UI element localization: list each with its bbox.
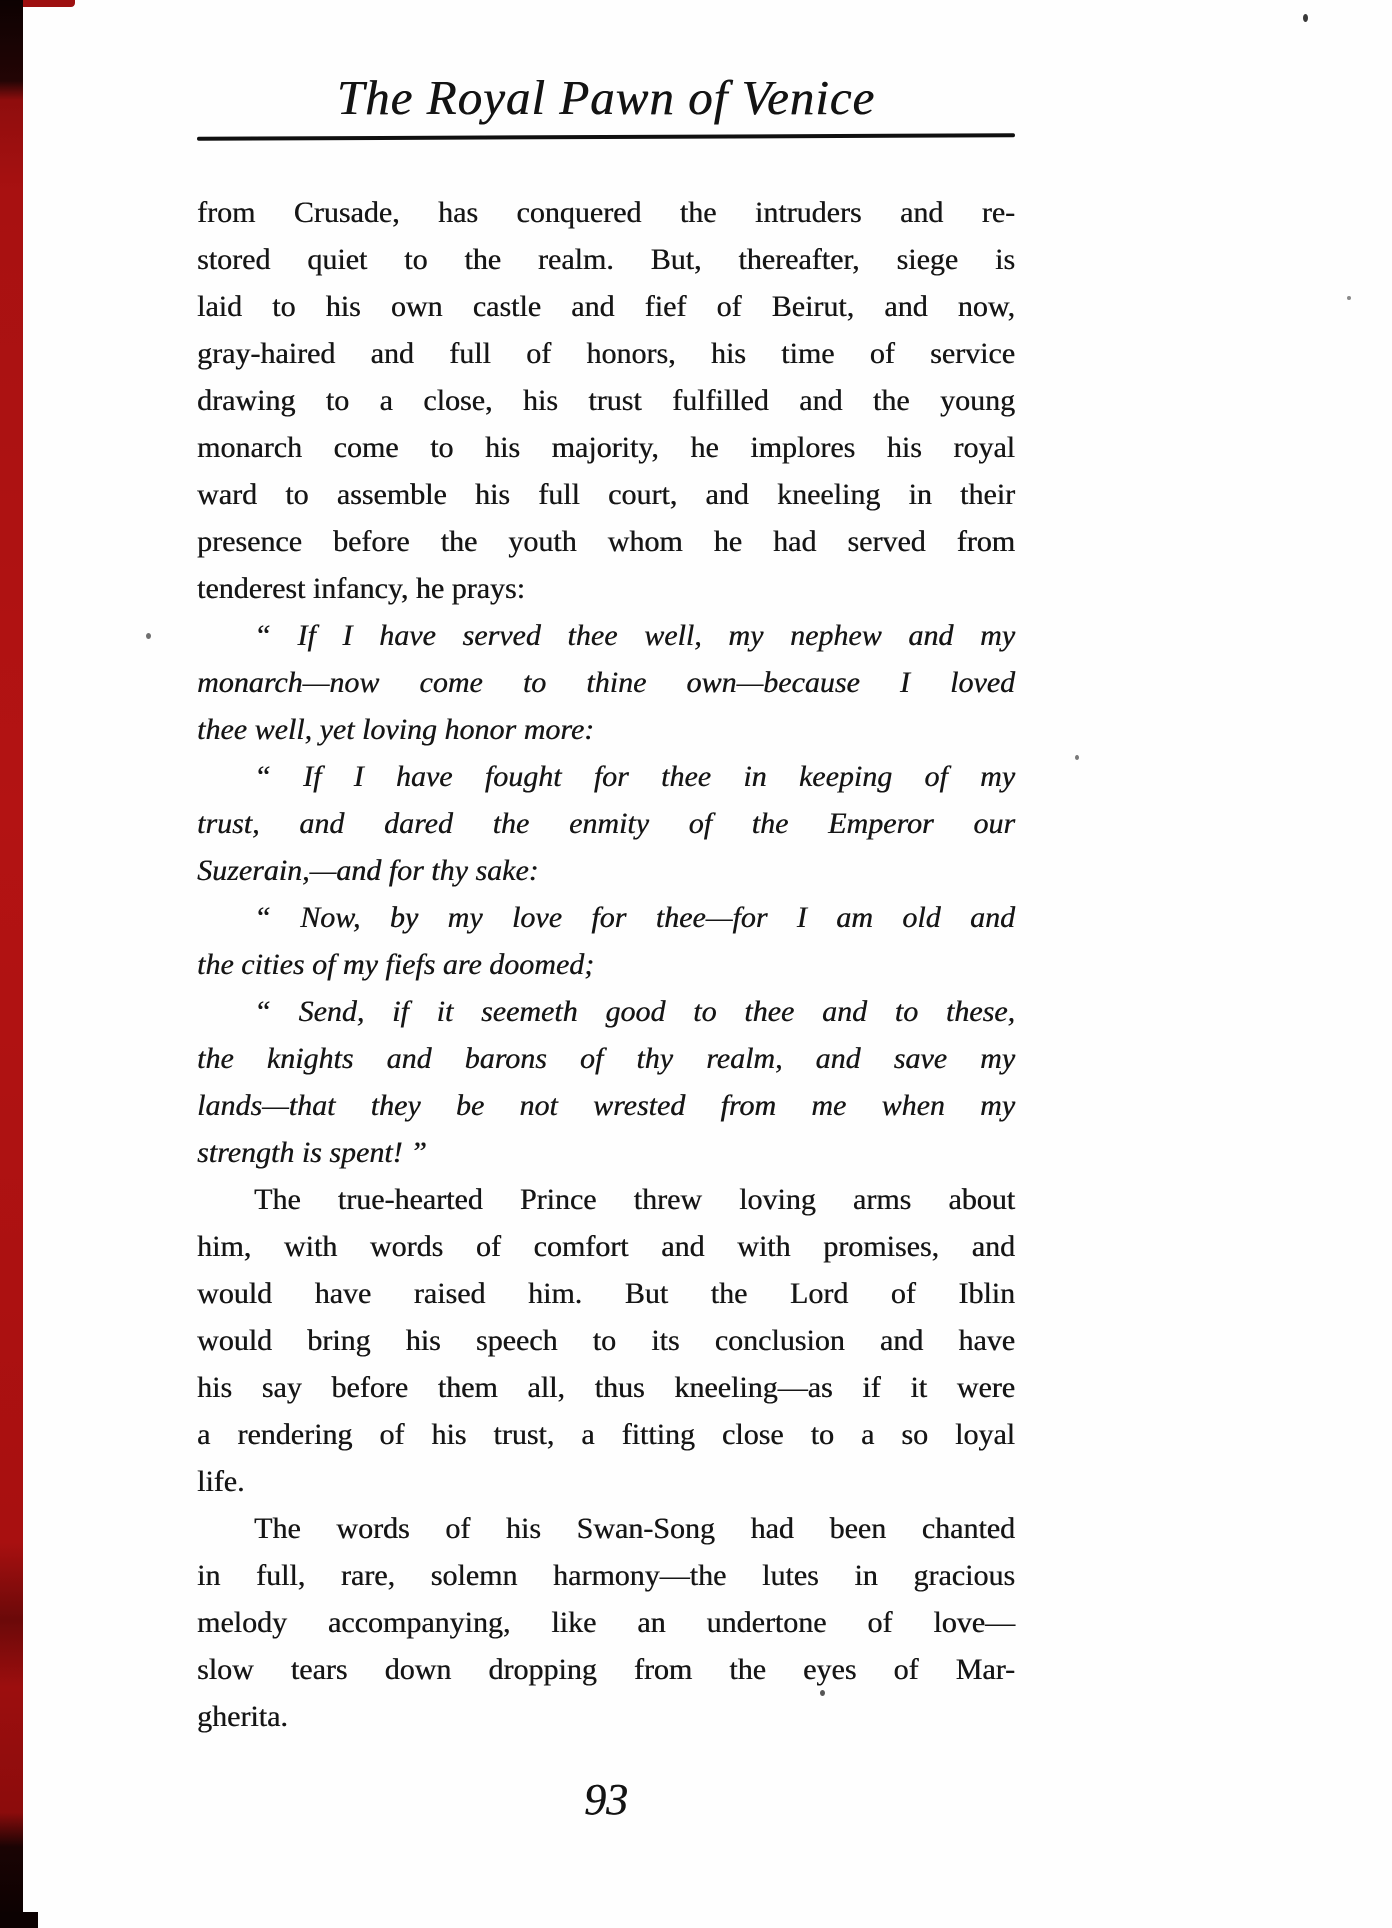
text-line: would bring his speech to its conclusion and have [197,1324,1015,1358]
page-number: 93 [584,1775,628,1825]
page-title: The Royal Pawn of Venice [336,70,876,125]
scan-speck [1347,296,1351,300]
text-line: him, with words of comfort and with promises, and [197,1230,1015,1264]
text-line: monarch come to his majority, he implores his royal [197,431,1015,465]
text-line: “ If I have served thee well, my nephew and my [254,619,1015,653]
text-line: monarch—now come to thine own—because I loved [197,666,1015,700]
book-edge-stripe [0,0,23,1928]
text-line: gherita. [197,1700,288,1734]
book-edge-bottom-corner [0,1912,38,1928]
text-line: The words of his Swan-Song had been chanted [254,1512,1015,1546]
text-line: “ Now, by my love for thee—for I am old and [254,901,1015,935]
body-text [197,189,1015,1740]
text-line: the cities of my fiefs are doomed; [197,948,595,982]
text-line: life. [197,1465,245,1499]
text-line: ward to assemble his full court, and kneeling in their [197,478,1015,512]
text-line: a rendering of his trust, a fitting close to a so loyal [197,1418,1015,1452]
text-line: “ Send, if it seemeth good to thee and to these, [254,995,1015,1029]
book-edge-top-sliver [23,0,75,7]
text-line: lands—that they be not wrested from me when my [197,1089,1015,1123]
text-line: drawing to a close, his trust fulfilled and the young [197,384,1015,418]
scan-speck [820,1690,825,1696]
text-line: stored quiet to the realm. But, thereafter, siege is [197,243,1015,277]
text-line: tenderest infancy, he prays: [197,572,525,606]
text-line: presence before the youth whom he had served from [197,525,1015,559]
text-line: his say before them all, thus kneeling—as if it were [197,1371,1015,1405]
text-line: slow tears down dropping from the eyes of Mar- [197,1653,1015,1687]
page-content [197,0,1015,1825]
text-line: thee well, yet loving honor more: [197,713,595,747]
text-line: melody accompanying, like an undertone of love— [197,1606,1015,1640]
text-line: would have raised him. But the Lord of Iblin [197,1277,1015,1311]
scan-speck [146,633,151,639]
scan-speck [1303,14,1308,22]
text-line: from Crusade, has conquered the intruders and re- [197,196,1015,230]
header-rule [197,134,1015,142]
text-line: the knights and barons of thy realm, and save my [197,1042,1015,1076]
text-line: “ If I have fought for thee in keeping of my [254,760,1015,794]
text-line: laid to his own castle and fief of Beirut, and now, [197,290,1015,324]
text-line: in full, rare, solemn harmony—the lutes in gracious [197,1559,1015,1593]
text-line: The true-hearted Prince threw loving arms about [254,1183,1015,1217]
text-line: Suzerain,—and for thy sake: [197,854,539,888]
scan-speck [1075,755,1079,760]
text-line: trust, and dared the enmity of the Emperor our [197,807,1015,841]
text-line: strength is spent! ” [197,1136,427,1170]
text-line: gray-haired and full of honors, his time of service [197,337,1015,371]
